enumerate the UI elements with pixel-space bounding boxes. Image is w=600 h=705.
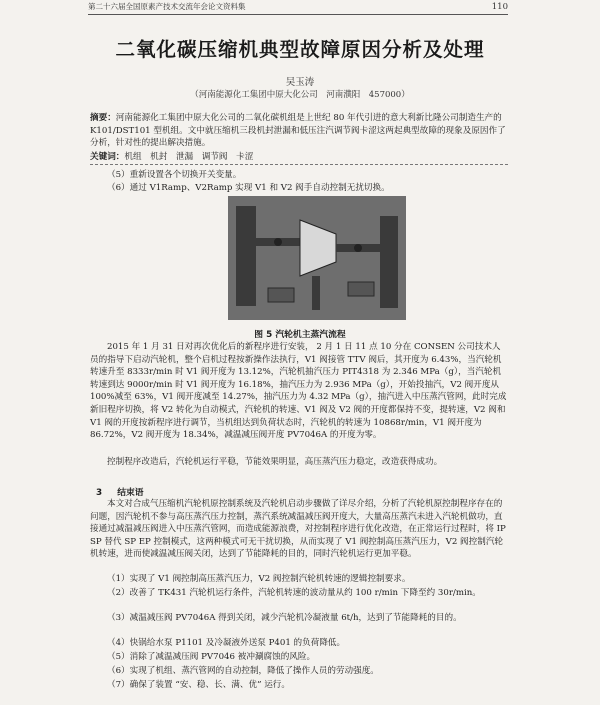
step-6: （6）通过 V1Ramp、V2Ramp 实现 V1 和 V2 阀手自动控制无扰切换。 — [107, 183, 390, 193]
paragraph-result: 控制程序改造后，汽轮机运行平稳，节能效果明显，高压蒸汽压力稳定，改造获得成功。 — [107, 457, 443, 467]
affiliation: （河南能源化工集团中原大化公司 河南濮阳 457000） — [190, 90, 410, 100]
conclusion-item-5: （5）消除了减温减压阀 PV7046 被冲涮腐蚀的风险。 — [107, 652, 316, 662]
abstract-separator — [90, 164, 508, 165]
valve-icon-2 — [354, 244, 362, 252]
steam-header-pipe — [236, 206, 256, 306]
conclusion-item-7: （7）确保了装置 “安、稳、长、满、优” 运行。 — [107, 680, 290, 690]
valve-box — [268, 288, 294, 302]
conclusion-item-4: （4）快锅给水泵 P1101 及冷凝液外送泵 P401 的负荷降低。 — [107, 638, 346, 648]
step-5: （5）重新设置各个切换开关变量。 — [107, 170, 242, 180]
running-title: 第二十六届全国原素产技术交流年会论文资料集 — [88, 2, 246, 11]
conclusion-item-3: （3）减温减压阀 PV7046A 得到关闭，减少汽轮机冷凝液量 6t/h，达到了节能降耗的目的。 — [107, 613, 462, 623]
keywords-label: 关键词： — [90, 152, 125, 162]
condensate-pipe — [312, 276, 320, 310]
conclusion-item-2: （2）改善了 TK431 汽轮机运行条件，汽轮机转速的波动量从约 100 r/min 下降至约 30r/min。 — [107, 588, 481, 598]
keywords — [90, 150, 508, 162]
abstract-label: 摘要： — [90, 113, 116, 123]
section-heading — [96, 485, 144, 498]
figure-caption: 图 5 汽轮机主蒸汽流程 — [254, 330, 346, 340]
abstract — [90, 112, 508, 150]
paper-title: 二氧化碳压缩机典型故障原因分析及处理 — [115, 38, 485, 61]
steam-flow-figure — [228, 196, 406, 320]
steam-flow-diagram — [228, 196, 406, 320]
valve-box-2 — [348, 282, 374, 296]
paragraph-startup: 2015 年 1 月 31 日对再次优化后的新程序进行安装， 2 月 1 日 11 点 10 分在 CONSEN 公司技术人员的指导下启动汽轮机，整个启机过程按新操作法执行，V1 阀接管 TTV 阀后，其开度为 6.43%，当汽轮机转速升至 8333r/min 时 V1 阀开度为 13.12%，汽轮机抽汽压力 PIT4318 为 2.346 MPa（g），当汽轮机转速到达 9000r/min 时 V1 阀开度为 16.18%，抽汽压力为 2.936 MPa（g），开始投抽汽，V2 阀开度从 100%减至 63%，V1 阀开度减至 14.27%，抽汽压力为 4.32 MPa（g），抽汽进入中压蒸汽管网，此时完成新旧程序切换，将 V2 转化为自动模式，汽轮机的转速、V1 阀及 V2 阀的开度都保持不变，提转速，V2 阀和 V1 阀的开度按新程序进行调节，当机组达到负荷状态时，汽轮机的转速为 10868r/min，V1 阀开度为 86.72%，V2 阀开度为 18.34%，减温减压阀开度 PV7046A 的开度为零。 — [90, 342, 507, 441]
running-header — [88, 2, 508, 15]
paragraph-conclusion: 本文对合成气压缩机汽轮机原控制系统及汽轮机启动步骤做了详尽介绍，分析了汽轮机原控制程序存在的问题，因汽轮机不参与高压蒸汽压力控制，蒸汽系统减温减压阀开度大，大量高压蒸汽未进入汽轮机做功，直接通过减温减压阀进入中压蒸汽管网，而造成能源浪费，对控制程序进行优化改造，在正常运行过程时，将 IP SP 替代 SP EP 控制模式，这两种模式可无干扰切换，从而实现了 V1 阀控制高压蒸汽压力，V2 阀控制汽轮机转速，进而使减温减压阀关闭，达到了节能降耗的目的，同时汽轮机运行更加平稳。 — [90, 499, 506, 560]
keywords-text: 机组 机封 泄漏 调节阀 卡涩 — [124, 152, 254, 162]
conclusion-item-6: （6）实现了机组、蒸汽管网的自动控制，降低了操作人员的劳动强度。 — [107, 666, 379, 676]
page-number: 110 — [491, 2, 508, 12]
section-title: 结束语 — [117, 488, 144, 498]
conclusion-item-1: （1）实现了 V1 阀控制高压蒸汽压力，V2 阀控制汽轮机转速的逻辑控制要求。 — [107, 574, 411, 584]
abstract-text: 河南能源化工集团中原大化公司的二氧化碳机组是上世纪 80 年代引进的意大利新比隆公司制造生产的 K101/DST101 型机组。文中就压缩机三段机封泄漏和低压注汽调节阀卡涩这两起典型故障的现象及原因作了分析，针对性的提出解决措施。 — [90, 113, 506, 148]
author: 吴玉涛 — [285, 77, 315, 88]
section-number: 3 — [96, 488, 103, 498]
valve-icon — [274, 238, 282, 246]
extraction-pipe — [380, 216, 398, 308]
